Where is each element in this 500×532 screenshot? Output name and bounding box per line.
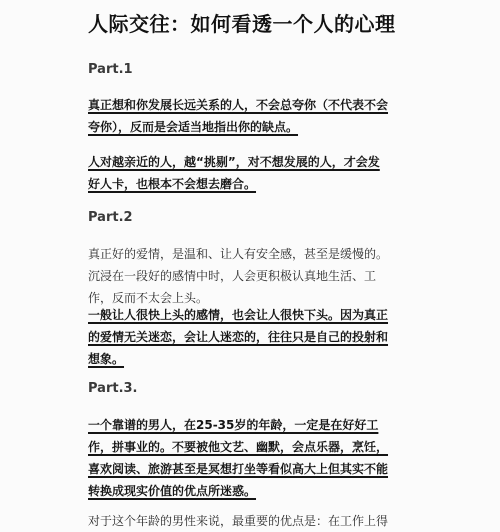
text-line: 作，反而不太会上头。 bbox=[88, 291, 209, 305]
part1-paragraph-2 bbox=[88, 151, 420, 195]
part1-heading: Part.1 bbox=[88, 62, 133, 77]
part2-heading: Part.2 bbox=[88, 210, 133, 225]
text-line: 沉浸在一段好的感情中时，人会更积极认真地生活、工 bbox=[88, 269, 377, 283]
part3-heading: Part.3. bbox=[88, 381, 138, 396]
text-line: 的爱情无关迷恋，会让人迷恋的，往往只是自己的投射和 bbox=[88, 330, 389, 344]
part3-paragraph-2 bbox=[88, 510, 420, 532]
text-line: 好人卡，也根本不会想去磨合。 bbox=[88, 177, 257, 191]
part2-paragraph-2 bbox=[88, 304, 420, 370]
text-line: 一般让人很快上头的感情，也会让人很快下头。因为真正 bbox=[88, 308, 389, 322]
text-line: 真正想和你发展长远关系的人，不会总夸你（不代表不会 bbox=[88, 98, 389, 112]
part2-paragraph-1 bbox=[88, 243, 420, 309]
text-line: 喜欢阅读、旅游甚至是冥想打坐等看似高大上但其实不能 bbox=[88, 462, 389, 476]
text-line: 一个靠谱的男人，在25-35岁的年龄，一定是在好好工 bbox=[88, 418, 379, 432]
text-line: 想象。 bbox=[88, 352, 125, 366]
page-title: 人际交往：如何看透一个人的心理 bbox=[88, 12, 396, 36]
part3-paragraph-1 bbox=[88, 414, 420, 502]
text-line: 对于这个年龄的男性来说，最重要的优点是：在工作上得 bbox=[88, 514, 389, 528]
text-line: 夸你），反而是会适当地指出你的缺点。 bbox=[88, 120, 299, 134]
text-line: 作，拼事业的。不要被他文艺、幽默，会点乐器，烹饪， bbox=[88, 440, 389, 454]
text-line: 真正好的爱情，是温和、让人有安全感，甚至是缓慢的。 bbox=[88, 247, 389, 261]
text-line: 转换成现实价值的优点所迷惑。 bbox=[88, 484, 257, 498]
part1-paragraph-1 bbox=[88, 94, 420, 138]
text-line: 人对越亲近的人，越“挑剔”，对不想发展的人，才会发 bbox=[88, 155, 380, 169]
